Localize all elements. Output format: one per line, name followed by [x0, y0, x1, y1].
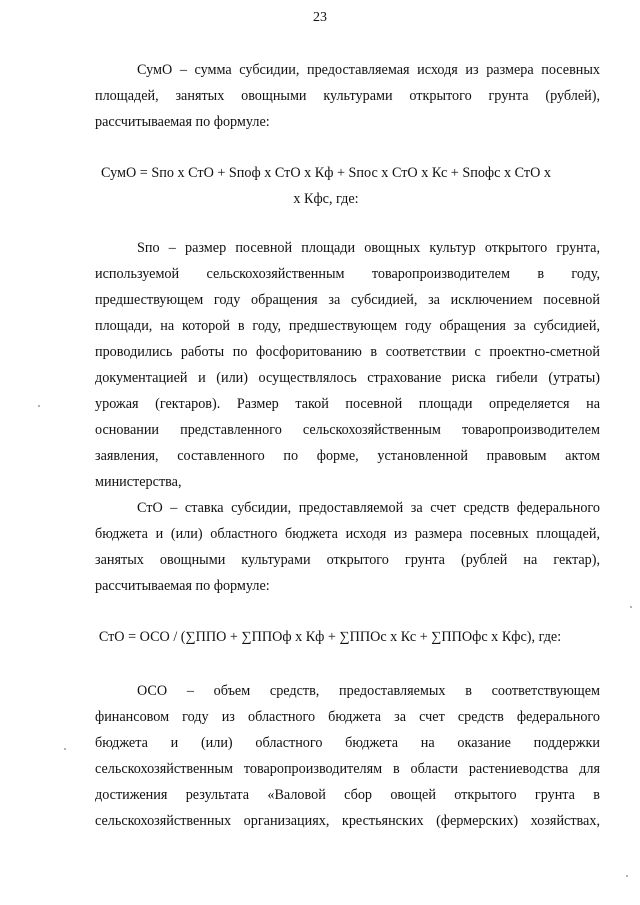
scan-speck [630, 606, 632, 608]
text-line: документацией и (или) осуществлялось страхование риска гибели (утраты) [95, 370, 600, 386]
text-line: рассчитываемая по формуле: [95, 114, 270, 130]
formula-line: СтО = ОСО / (∑ППО + ∑ППОф х Кф + ∑ППОс х Кс + ∑ППОфс х Кфс), где: [98, 629, 562, 645]
text-line: проводились работы по фосфоритованию в соответствии с проектно-сметной [95, 344, 600, 360]
text-line: бюджета и (или) областного бюджета исходя из размера посевных площадей, [95, 526, 600, 542]
text-line: финансовом году из областного бюджета за счет средств федерального [95, 709, 600, 725]
text-line: заявления, составленного по форме, установленной правовым актом [95, 448, 600, 464]
scan-speck [64, 748, 66, 750]
text-line: занятых овощными культурами открытого грунта (рублей на гектар), [95, 552, 600, 568]
text-line: министерства, [95, 474, 182, 490]
scan-speck [38, 405, 40, 407]
page-number: 23 [313, 10, 327, 25]
formula-sumo [0, 160, 640, 212]
text-line: площади, на которой в году, предшествующем году обращения за субсидией, [95, 318, 600, 334]
text-line: сельскохозяйственных организациях, крестьянских (фермерских) хозяйствах, [95, 813, 600, 829]
text-line: ОСО – объем средств, предоставляемых в соответствующем [137, 683, 600, 699]
text-line: СтО – ставка субсидии, предоставляемой за счет средств федерального [137, 500, 600, 516]
text-line: основании представленного сельскохозяйственным товаропроизводителем [95, 422, 600, 438]
text-line: используемой сельскохозяйственным товаропроизводителем в году, [95, 266, 600, 282]
paragraph-sumo-definition [95, 57, 600, 135]
text-line: достижения результата «Валовой сбор овощей открытого грунта в [95, 787, 600, 803]
paragraph-sto-definition [95, 495, 600, 599]
formula-sto [0, 624, 640, 650]
text-line: сельскохозяйственным товаропроизводителям в области растениеводства для [95, 761, 600, 777]
text-line: СумО – сумма субсидии, предоставляемая исходя из размера посевных [137, 62, 600, 78]
text-line: предшествующем году обращения за субсидией, за исключением посевной [95, 292, 600, 308]
paragraph-spo-definition [95, 235, 600, 495]
formula-line: х Кфс, где: [293, 191, 359, 207]
text-line: площадей, занятых овощными культурами открытого грунта (рублей), [95, 88, 600, 104]
text-line: рассчитываемая по формуле: [95, 578, 270, 594]
formula-line: СумО = Sпо х СтО + Sпоф х СтО х Кф + Sпос х СтО х Кс + Sпофс х СтО х [101, 165, 551, 181]
paragraph-oso-definition [95, 678, 600, 834]
text-line: Sпо – размер посевной площади овощных культур открытого грунта, [137, 240, 600, 256]
text-line: урожая (гектаров). Размер такой посевной площади определяется на [95, 396, 600, 412]
scan-speck [626, 875, 628, 877]
text-line: бюджета и (или) областного бюджета на оказание поддержки [95, 735, 600, 751]
